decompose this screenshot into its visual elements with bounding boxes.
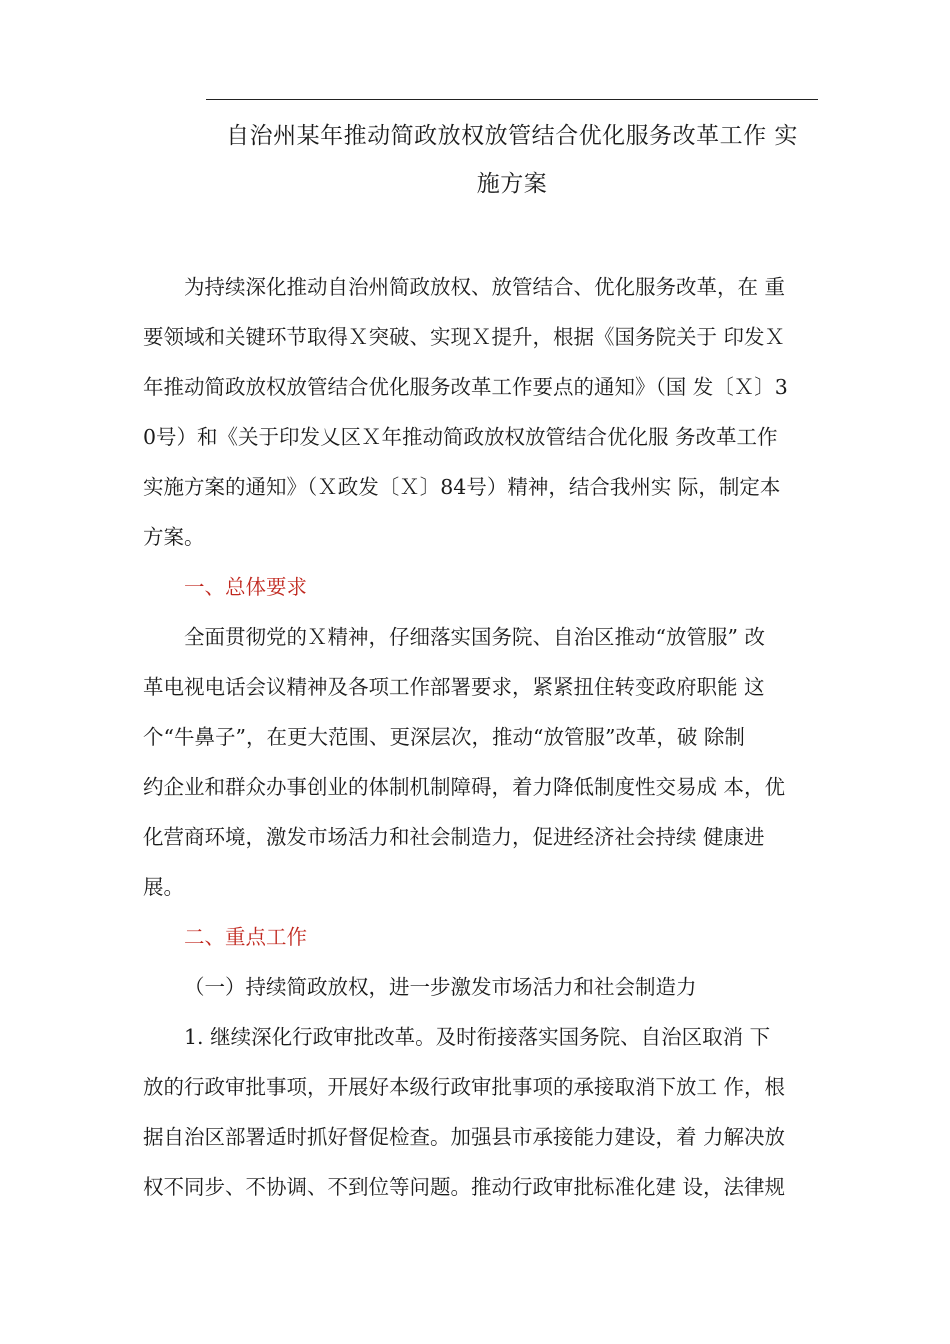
intro-line: 方案。 xyxy=(143,525,205,549)
item1-paragraph xyxy=(143,1012,819,1212)
section-heading-2: 二、重点工作 xyxy=(184,925,307,949)
item1-line: 1. 继续深化行政审批改革。及时衔接落实国务院、自治区取消 下 xyxy=(184,1025,771,1049)
section1-line: 约企业和群众办事创业的体制机制障碍，着力降低制度性交易成 本，优 xyxy=(143,775,786,799)
section1-line: 全面贯彻党的Ｘ精神，仔细落实国务院、自治区推动“放管服” 改 xyxy=(184,625,765,649)
intro-line: 年推动简政放权放管结合优化服务改革工作要点的通知》（国 发〔Ｘ〕3 xyxy=(143,375,788,399)
section1-line: 个“牛鼻子”，在更大范围、更深层次，推动“放管服”改革，破 除制 xyxy=(143,725,745,749)
title-line-2: 施方案 xyxy=(476,171,548,197)
document-title xyxy=(206,112,818,208)
item1-line: 放的行政审批事项，开展好本级行政审批事项的承接取消下放工 作，根 xyxy=(143,1075,786,1099)
intro-line: 要领域和关键环节取得Ｘ突破、实现Ｘ提升，根据《国务院关于 印发Ｘ xyxy=(143,325,786,349)
section1-paragraph xyxy=(143,612,819,912)
section1-line: 展。 xyxy=(143,875,184,899)
item1-line: 据自治区部署适时抓好督促检查。加强县市承接能力建设，着 力解决放 xyxy=(143,1125,786,1149)
intro-line: 为持续深化推动自治州简政放权、放管结合、优化服务改革，在 重 xyxy=(184,275,786,299)
title-line-1: 自治州某年推动简政放权放管结合优化服务改革工作 实 xyxy=(226,123,798,149)
header-rule xyxy=(206,99,818,100)
intro-paragraph xyxy=(143,262,819,562)
subsection-heading-1: （一）持续简政放权，进一步激发市场活力和社会制造力 xyxy=(184,975,697,999)
section1-line: 革电视电话会议精神及各项工作部署要求，紧紧扭住转变政府职能 这 xyxy=(143,675,765,699)
section1-line: 化营商环境，激发市场活力和社会制造力，促进经济社会持续 健康进 xyxy=(143,825,765,849)
section-heading-1: 一、总体要求 xyxy=(184,575,307,599)
intro-line: 0号）和《关于印发乂区Ｘ年推动简政放权放管结合优化服 务改革工作 xyxy=(143,425,778,449)
intro-line: 实施方案的通知》（Ｘ政发〔Ｘ〕84号）精神，结合我州实 际，制定本 xyxy=(143,475,781,499)
item1-line: 权不同步、不协调、不到位等问题。推动行政审批标准化建 设，法律规 xyxy=(143,1175,786,1199)
document-body xyxy=(143,262,819,1212)
